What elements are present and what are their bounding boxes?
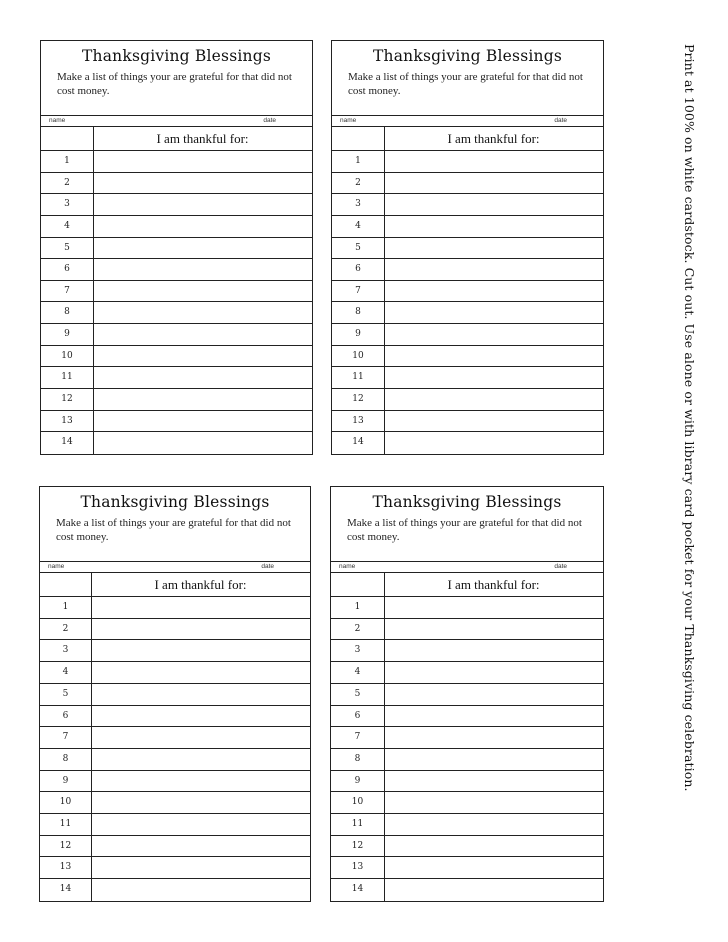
card-header <box>331 487 603 562</box>
list-row[interactable] <box>332 432 603 454</box>
list-row[interactable] <box>331 879 603 901</box>
thankful-list <box>41 127 312 454</box>
name-date-row <box>331 562 603 573</box>
name-date-row <box>41 116 312 127</box>
row-number: 12 <box>352 394 364 405</box>
list-row[interactable] <box>332 346 603 368</box>
card-header <box>41 41 312 116</box>
list-row[interactable] <box>41 173 312 195</box>
row-number: 6 <box>64 264 70 275</box>
list-row[interactable] <box>331 749 603 771</box>
row-number: 3 <box>62 645 69 656</box>
date-label: date <box>554 117 567 124</box>
list-row[interactable] <box>40 597 310 619</box>
list-row[interactable] <box>331 619 603 641</box>
date-label: date <box>554 563 567 570</box>
list-row[interactable] <box>332 324 603 346</box>
row-number: 1 <box>355 156 361 166</box>
list-row[interactable] <box>331 597 603 619</box>
list-row[interactable] <box>41 324 312 346</box>
list-row[interactable] <box>40 857 310 879</box>
row-number: 13 <box>61 415 73 426</box>
row-number: 11 <box>59 819 72 830</box>
list-row[interactable] <box>41 259 312 281</box>
row-number: 9 <box>355 329 361 340</box>
card-instructions: Make a list of things your are grateful for that did not cost money. <box>347 517 582 543</box>
row-number: 5 <box>354 688 361 699</box>
row-number: 7 <box>62 732 69 743</box>
row-number: 8 <box>62 753 69 764</box>
row-number: 1 <box>354 602 361 612</box>
card-header <box>40 487 310 562</box>
row-number: 4 <box>355 220 361 231</box>
list-row[interactable] <box>41 367 312 389</box>
list-row[interactable] <box>41 432 312 454</box>
list-row[interactable] <box>331 771 603 793</box>
list-row[interactable] <box>40 706 310 728</box>
row-number: 1 <box>62 602 69 612</box>
date-label: date <box>263 117 276 124</box>
row-number: 8 <box>354 753 361 764</box>
row-number: 2 <box>355 177 361 188</box>
list-row[interactable] <box>331 684 603 706</box>
thankful-heading-row <box>331 573 603 597</box>
list-row[interactable] <box>332 238 603 260</box>
list-row[interactable] <box>40 619 310 641</box>
list-row[interactable] <box>40 836 310 858</box>
gratitude-card <box>39 486 311 902</box>
thankful-heading: I am thankful for: <box>447 131 540 146</box>
name-label: name <box>340 117 357 124</box>
card-header <box>332 41 603 116</box>
thankful-heading: I am thankful for: <box>447 577 540 592</box>
row-number: 12 <box>351 840 364 851</box>
gratitude-card <box>330 486 604 902</box>
row-number: 14 <box>61 437 73 448</box>
row-number: 10 <box>351 797 364 808</box>
card-instructions: Make a list of things your are grateful for that did not cost money. <box>56 517 291 543</box>
row-number: 5 <box>62 688 69 699</box>
row-number: 13 <box>59 862 72 873</box>
row-number: 11 <box>352 372 364 383</box>
name-label: name <box>49 117 66 124</box>
row-number: 12 <box>59 840 72 851</box>
row-number: 14 <box>351 884 364 895</box>
list-row[interactable] <box>41 238 312 260</box>
list-row[interactable] <box>40 792 310 814</box>
name-label: name <box>48 563 65 570</box>
row-number: 9 <box>354 775 361 786</box>
list-row[interactable] <box>331 836 603 858</box>
list-row[interactable] <box>41 194 312 216</box>
row-number: 4 <box>62 667 69 678</box>
row-number: 1 <box>64 156 70 166</box>
row-number: 4 <box>64 220 70 231</box>
row-number: 3 <box>64 199 70 210</box>
row-number: 12 <box>61 394 73 405</box>
row-number: 2 <box>64 177 70 188</box>
list-row[interactable] <box>41 302 312 324</box>
list-row[interactable] <box>41 346 312 368</box>
name-label: name <box>339 563 356 570</box>
thankful-heading: I am thankful for: <box>154 577 247 592</box>
row-number: 2 <box>62 623 69 634</box>
list-row[interactable] <box>40 640 310 662</box>
thankful-heading-row <box>40 573 310 597</box>
row-number: 7 <box>354 732 361 743</box>
row-number: 5 <box>64 242 70 253</box>
thankful-heading: I am thankful for: <box>156 131 249 146</box>
row-number: 5 <box>355 242 361 253</box>
card-title: Thanksgiving Blessings <box>82 47 271 65</box>
list-row[interactable] <box>331 640 603 662</box>
date-label: date <box>261 563 274 570</box>
thankful-list <box>332 127 603 454</box>
row-number: 7 <box>64 285 70 296</box>
list-row[interactable] <box>40 727 310 749</box>
card-title: Thanksgiving Blessings <box>372 493 562 511</box>
row-number: 8 <box>355 307 361 318</box>
list-row[interactable] <box>40 814 310 836</box>
list-row[interactable] <box>40 771 310 793</box>
name-date-row <box>40 562 310 573</box>
thankful-heading-row <box>332 127 603 151</box>
list-row[interactable] <box>332 389 603 411</box>
list-row[interactable] <box>41 281 312 303</box>
row-number: 11 <box>351 819 364 830</box>
row-number: 4 <box>354 667 361 678</box>
list-row[interactable] <box>41 216 312 238</box>
row-number: 2 <box>354 623 361 634</box>
list-row[interactable] <box>40 749 310 771</box>
list-row[interactable] <box>331 662 603 684</box>
row-number: 3 <box>355 199 361 210</box>
row-number: 11 <box>61 372 73 383</box>
card-title: Thanksgiving Blessings <box>80 493 270 511</box>
card-instructions: Make a list of things your are grateful for that did not cost money. <box>57 71 292 97</box>
card-instructions: Make a list of things your are grateful for that did not cost money. <box>348 71 583 97</box>
list-row[interactable] <box>331 706 603 728</box>
name-date-row <box>332 116 603 127</box>
row-number: 3 <box>354 645 361 656</box>
thankful-heading-row <box>41 127 312 151</box>
list-row[interactable] <box>41 411 312 433</box>
row-number: 6 <box>62 710 69 721</box>
row-number: 6 <box>354 710 361 721</box>
list-row[interactable] <box>332 216 603 238</box>
row-number: 13 <box>352 415 364 426</box>
list-row[interactable] <box>332 281 603 303</box>
list-row[interactable] <box>332 194 603 216</box>
list-row[interactable] <box>331 857 603 879</box>
card-title: Thanksgiving Blessings <box>373 47 562 65</box>
row-number: 14 <box>352 437 364 448</box>
row-number: 9 <box>62 775 69 786</box>
list-row[interactable] <box>332 259 603 281</box>
list-row[interactable] <box>332 302 603 324</box>
row-number: 10 <box>352 350 364 361</box>
list-row[interactable] <box>331 727 603 749</box>
list-row[interactable] <box>41 151 312 173</box>
gratitude-card <box>40 40 313 455</box>
row-number: 14 <box>59 884 72 895</box>
row-number: 6 <box>355 264 361 275</box>
list-row[interactable] <box>331 814 603 836</box>
list-row[interactable] <box>332 411 603 433</box>
list-row[interactable] <box>332 173 603 195</box>
thankful-list <box>331 573 603 901</box>
list-row[interactable] <box>331 792 603 814</box>
row-number: 7 <box>355 285 361 296</box>
row-number: 10 <box>61 350 73 361</box>
list-row[interactable] <box>40 662 310 684</box>
list-row[interactable] <box>332 151 603 173</box>
thankful-list <box>40 573 310 901</box>
list-row[interactable] <box>40 879 310 901</box>
side-note: Print at 100% on white cardstock. Cut out. Use alone or with library card pocket for your Thanksgiving celebration. <box>682 44 697 792</box>
row-number: 9 <box>64 329 70 340</box>
list-row[interactable] <box>41 389 312 411</box>
row-number: 10 <box>59 797 72 808</box>
list-row[interactable] <box>40 684 310 706</box>
row-number: 13 <box>351 862 364 873</box>
gratitude-card <box>331 40 604 455</box>
row-number: 8 <box>64 307 70 318</box>
list-row[interactable] <box>332 367 603 389</box>
